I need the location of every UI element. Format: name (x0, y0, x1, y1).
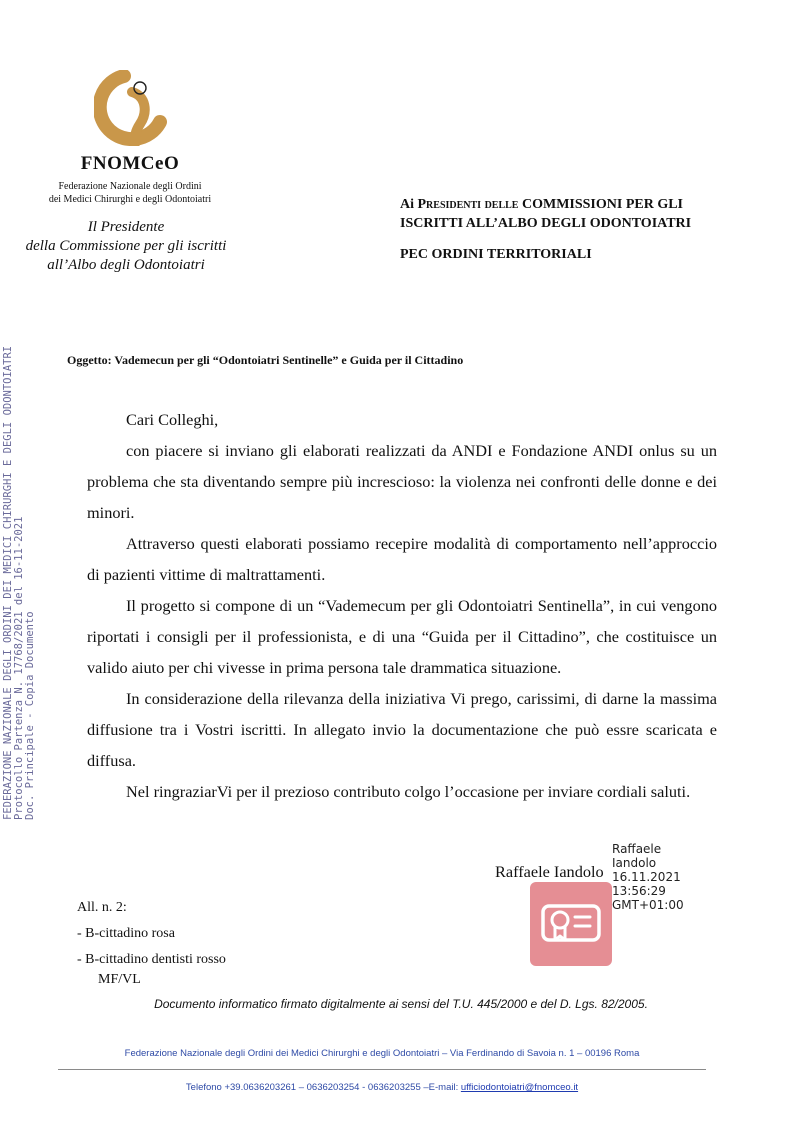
sig-meta-time: 13:56:29 (612, 884, 666, 898)
president-line1: Il Presidente (87, 219, 165, 235)
digital-signature-note: Documento informatico firmato digitalmente ai sensi del T.U. 445/2000 e del D. Lgs. 82/2005. (154, 997, 648, 1011)
signer-name: Raffaele Iandolo (495, 862, 604, 881)
recipient-line1: Ai Presidenti delle COMMISSIONI PER GLI (400, 197, 684, 212)
footer-email-link[interactable]: ufficiodontoiatri@fnomceo.it (460, 1082, 579, 1093)
footer-phones: Telefono +39.0636203261 – 0636203254 - 0636203255 –E-mail: (185, 1082, 461, 1093)
attachment-item: - B-cittadino rosa (77, 926, 175, 941)
sig-meta-line1: Raffaele (612, 842, 662, 856)
letter-subject: Oggetto: Vademecun per gli “Odontoiatri Sentinelle” e Guida per il Cittadino (67, 353, 464, 367)
org-full-line1: Federazione Nazionale degli Ordini (58, 181, 202, 192)
footer-address: Federazione Nazionale degli Ordini dei Medici Chirurghi e degli Odontoiatri – Via Ferdinando di Savoia n. 1 – 00196 Roma (124, 1048, 640, 1059)
fnomceo-logo-icon (94, 70, 170, 146)
footer-contact (0, 1082, 764, 1093)
paragraph-2: Attraverso questi elaborati possiamo recepire modalità di comportamento nell’approccio di pazienti vittime di maltrattamenti. (87, 534, 717, 584)
recipient-block (400, 195, 730, 233)
sig-meta-timezone: GMT+01:00 (612, 898, 684, 912)
stamp-line1: FEDERAZIONE NAZIONALE DEGLI ORDINI DEI MEDICI CHIRURGHI E DEGLI ODONTOIATRI (2, 345, 14, 820)
attachment-item: - B-cittadino dentisti rosso (77, 952, 226, 967)
sig-meta-line2: Iandolo (612, 856, 657, 870)
paragraph-3: Il progetto si compone di un “Vademecum per gli Odontoiatri Sentinella”, in cui vengono riportati i consigli per il professionista, e di una “Guida per il Cittadino”, che costituisce un valido aiuto per chi vivesse in prima persona tale drammatica situazione. (87, 596, 717, 677)
president-line2: della Commissione per gli iscritti (25, 238, 227, 254)
attachments-count: All. n. 2: (77, 900, 127, 915)
letter-body (87, 404, 717, 807)
recipient-pec: PEC ORDINI TERRITORIALI (400, 247, 592, 262)
sig-meta-date: 16.11.2021 (612, 870, 681, 884)
attachments-list (77, 895, 226, 973)
protocol-stamp (3, 320, 36, 820)
stamp-line2: Protocollo Partenza N. 17768/2021 del 16-11-2021 (13, 516, 25, 820)
sender-title (10, 218, 242, 275)
paragraph-5: Nel ringraziarVi per il prezioso contributo colgo l’occasione per inviare cordiali saluti. (126, 782, 691, 801)
certificate-icon (530, 882, 612, 966)
org-full-line2: dei Medici Chirurghi e degli Odontoiatri (48, 194, 212, 205)
president-line3: all’Albo degli Odontoiatri (47, 257, 205, 273)
stamp-line3: Doc. Principale - Copia Documento (24, 611, 36, 820)
author-initials: MF/VL (98, 972, 141, 987)
paragraph-4: In considerazione della rilevanza della iniziativa Vi prego, carissimi, di darne la massima diffusione tra i Vostri iscritti. In allegato invio la documentazione che può essre scaricata e diffusa. (87, 689, 717, 770)
signature-badge[interactable] (530, 882, 612, 966)
digital-signature-info (612, 842, 684, 912)
footer-divider (58, 1069, 706, 1070)
org-full-name (40, 180, 220, 206)
greeting: Cari Colleghi, (126, 410, 219, 429)
org-short-name: FNOMCeO (80, 153, 180, 174)
recipient-line2: ISCRITTI ALL’ALBO DEGLI ODONTOIATRI (400, 216, 692, 231)
paragraph-1: con piacere si inviano gli elaborati realizzati da ANDI e Fondazione ANDI onlus su un problema che sta diventando sempre più increscioso: la violenza nei confronti delle donne e dei minori. (87, 441, 717, 522)
